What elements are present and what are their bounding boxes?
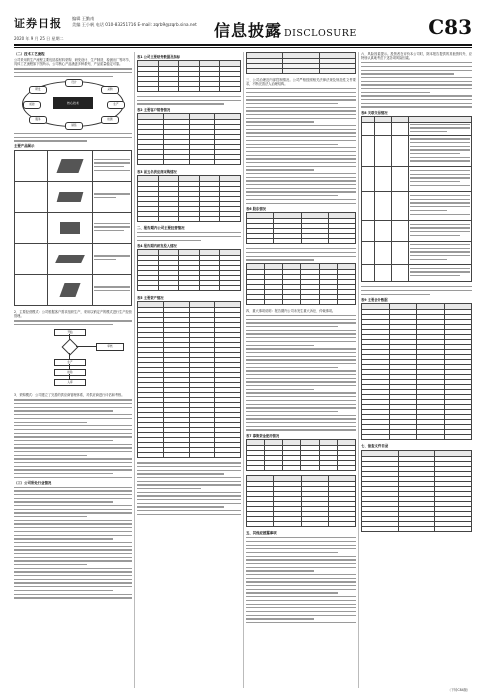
text-block — [14, 399, 132, 478]
product-desc-cell — [93, 213, 132, 244]
text-block — [361, 62, 472, 108]
issue-date: 2020 年 9 月 25 日 星期二 — [14, 36, 64, 41]
col4-paragraph: 六、风险因素提示。投资者在评价本公司时，除本报告提供的其他资料外，应特别认真地考虑下述各项风险因素。 — [361, 52, 472, 61]
table-caption: 表1 公司主要财务数据及指标 — [137, 55, 181, 59]
section-title-en: DISCLOSURE — [284, 28, 357, 39]
column-3 — [246, 52, 356, 688]
ring-node: 检测 — [101, 116, 119, 124]
table-caption: 表3 前五名供应商采购情况 — [137, 170, 177, 175]
ring-node: 生产 — [107, 101, 125, 109]
text-block — [14, 68, 132, 77]
col1-heading: （二）技术工艺流程 — [14, 52, 45, 56]
product-cell — [15, 213, 48, 244]
data-table — [246, 439, 356, 471]
ring-node: 研发 — [29, 86, 47, 94]
data-table — [137, 301, 241, 458]
ring-node: 采购 — [101, 86, 119, 94]
product-image — [55, 255, 85, 263]
product-figure-table — [14, 150, 132, 306]
col1-paragraph: 2、主要经营模式：公司根据客户需求组织生产，采用以销定产的模式进行生产经营管理。 — [14, 310, 132, 319]
figure-caption: 主要产品图示 — [14, 144, 35, 149]
table-caption: 表8 关联交易情况 — [361, 111, 388, 116]
column-divider — [358, 52, 359, 688]
data-table — [246, 52, 356, 74]
product-cell — [15, 275, 48, 306]
product-image — [56, 159, 83, 173]
col4-subheading: 七、备查文件目录 — [361, 444, 389, 449]
text-block — [14, 133, 132, 142]
ring-node: 质控 — [23, 101, 41, 109]
product-image — [60, 222, 80, 234]
product-desc-cell — [93, 182, 132, 213]
product-image-cell — [48, 213, 93, 244]
process-ring-diagram — [22, 81, 124, 127]
section-title — [214, 18, 357, 41]
text-block — [14, 320, 132, 325]
text-block — [246, 315, 356, 431]
continued-note: （下转C84版） — [447, 688, 470, 692]
column-2 — [137, 52, 241, 688]
data-table — [137, 113, 241, 165]
data-table — [137, 249, 241, 291]
product-image-cell — [48, 275, 93, 306]
ring-node: 销售 — [65, 122, 83, 130]
col2-subheading: 二、报告期内公司主要经营情况 — [137, 226, 185, 231]
masthead — [14, 14, 472, 46]
data-table — [361, 450, 472, 532]
product-image-cell — [48, 151, 93, 182]
page-number: C83 — [428, 15, 472, 39]
flow-step: 审核 — [96, 343, 124, 351]
flow-decision — [62, 339, 79, 356]
data-table — [246, 212, 356, 244]
header-rule-thin — [14, 47, 472, 48]
product-desc-cell — [93, 275, 132, 306]
ring-node: 服务 — [29, 116, 47, 124]
data-table — [246, 475, 356, 527]
product-desc-cell — [93, 244, 132, 275]
product-cell — [15, 182, 48, 213]
ring-node: 设计 — [65, 79, 83, 87]
header-rule — [14, 44, 472, 46]
flow-step: 生产 — [54, 359, 86, 366]
text-block — [246, 248, 356, 260]
data-table — [361, 303, 472, 440]
column-1 — [14, 52, 132, 688]
ring-core: 核心技术 — [53, 97, 93, 109]
col1-subheading: （三）公司所处行业情况 — [14, 480, 52, 485]
product-cell — [15, 244, 48, 275]
data-table — [137, 175, 241, 222]
column-divider — [243, 52, 244, 688]
text-block — [14, 487, 132, 599]
text-block — [137, 462, 241, 515]
table-caption: 表6 股东情况 — [246, 207, 266, 212]
column-4 — [361, 52, 472, 688]
data-table — [137, 60, 241, 92]
product-image-cell — [48, 182, 93, 213]
column-divider — [134, 52, 135, 688]
col1-paragraph: 公司采用的生产流程主要包括原材料采购、研发设计、生产制造、检测出厂等环节，具体工艺流程如下图所示。公司核心产品涵盖多种系列，产品质量稳定可靠。 — [14, 58, 132, 67]
text-block — [137, 96, 241, 105]
contact-info: 美编 王小帆 电话 010-83251716 E-mail: zqrb9@zqrb.sina.net — [72, 22, 197, 27]
table-caption: 表2 主要客户销售情况 — [137, 108, 171, 113]
table-caption: 表4 报告期内研发投入情况 — [137, 244, 177, 249]
editor-name: 编辑 王勤南 — [72, 16, 95, 21]
product-desc-cell — [93, 151, 132, 182]
table-caption: 表7 募集资金使用情况 — [246, 434, 280, 439]
col1-paragraph: 3、采购模式：公司建立了完善的供应商管理体系，对供应商进行评估和考核。 — [14, 393, 125, 398]
table-caption: 表5 主要资产情况 — [137, 296, 164, 301]
flow-step: 入库 — [54, 379, 86, 386]
workflow-diagram — [14, 329, 132, 389]
text-block — [137, 232, 241, 241]
product-image — [59, 283, 80, 297]
text-block — [361, 286, 472, 295]
data-table — [246, 263, 356, 305]
data-table — [361, 116, 472, 282]
product-image-cell — [48, 244, 93, 275]
table-caption: 表9 主要会计数据 — [361, 298, 388, 303]
flow-connector — [76, 346, 96, 347]
editor-info — [72, 16, 197, 28]
col3-paragraph: 三、公司治理及内部控制情况。公司严格按照相关法律法规及规范性文件要求，不断完善法人治理结构。 — [246, 78, 356, 87]
newspaper-logo: 证券日报 — [14, 17, 62, 30]
flow-step: 开始 — [54, 329, 86, 336]
section-title-cn: 信息披露 — [214, 21, 283, 40]
product-image — [57, 192, 84, 202]
col3-paragraph: 四、重大事项说明：报告期内公司未发生重大诉讼、仲裁事项。 — [246, 308, 336, 313]
product-cell — [15, 151, 48, 182]
flow-step: 检验 — [54, 369, 86, 376]
text-block — [246, 88, 356, 204]
text-block — [246, 537, 356, 623]
col3-subheading: 五、其他应披露事项 — [246, 531, 277, 536]
